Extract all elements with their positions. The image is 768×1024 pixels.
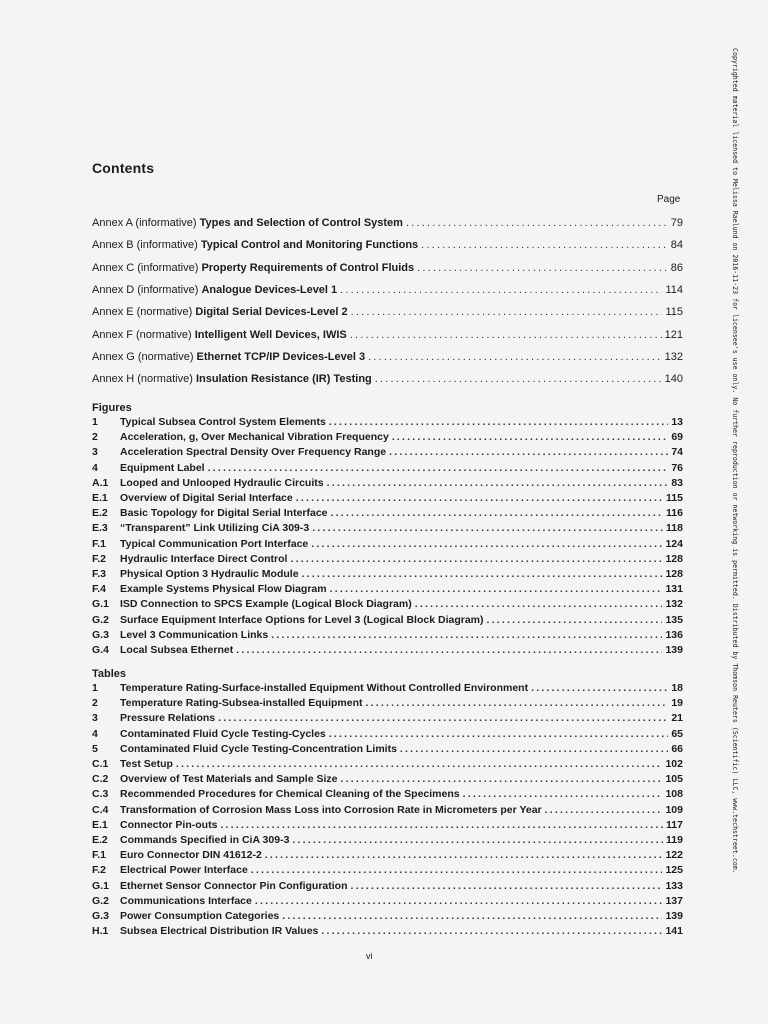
figure-page-number: 128 <box>665 568 683 580</box>
annex-title: Typical Control and Monitoring Functions <box>200 239 419 252</box>
annex-label <box>92 372 372 386</box>
table-number: 5 <box>92 742 98 755</box>
figure-number: G.3 <box>92 628 109 641</box>
table-entry <box>92 849 683 862</box>
page-title: Contents <box>92 160 155 176</box>
annex-title: Property Requirements of Control Fluids <box>201 261 415 274</box>
annex-entry <box>92 261 683 275</box>
dot-leader <box>406 216 668 230</box>
table-number: G.2 <box>92 894 109 907</box>
figure-number: E.3 <box>92 522 108 535</box>
dot-leader <box>251 864 663 877</box>
table-entry <box>92 895 683 908</box>
table-entry <box>92 697 683 710</box>
figure-page-number: 116 <box>666 507 683 520</box>
table-entry <box>92 773 683 786</box>
figure-entry <box>92 644 683 657</box>
table-page-number: 137 <box>665 894 683 907</box>
figure-entry <box>92 538 683 551</box>
dot-leader <box>392 431 669 444</box>
table-title: Contaminated Fluid Cycle Testing-Concentration Limits <box>120 742 397 755</box>
table-title: Ethernet Sensor Connector Pin Configuration <box>120 879 348 892</box>
footer-page-number: vi <box>366 951 373 961</box>
annex-prefix: Annex G (normative) <box>92 350 194 363</box>
figure-page-number: 13 <box>671 416 683 428</box>
table-page-number: 18 <box>671 682 683 694</box>
figure-title: Hydraulic Interface Direct Control <box>120 552 288 565</box>
annex-prefix: Annex E (normative) <box>92 306 193 319</box>
table-page-number: 109 <box>665 803 683 816</box>
dot-leader <box>327 477 669 490</box>
figure-entry <box>92 507 683 520</box>
figure-title: Typical Communication Port Interface <box>120 537 309 550</box>
figure-title: Local Subsea Ethernet <box>120 644 234 656</box>
table-entry <box>92 804 683 817</box>
annex-prefix: Annex H (normative) <box>92 373 193 386</box>
dot-leader <box>265 849 663 862</box>
dot-leader <box>220 819 663 832</box>
figure-entry <box>92 553 683 566</box>
figure-page-number: 136 <box>665 628 683 641</box>
figure-number: G.2 <box>92 613 109 626</box>
table-number: 1 <box>92 682 98 694</box>
annex-entry <box>92 372 683 386</box>
table-page-number: 66 <box>671 742 683 755</box>
table-entry <box>92 758 683 771</box>
annex-label <box>92 238 418 252</box>
figure-number: 2 <box>92 431 98 444</box>
annex-label <box>92 350 365 364</box>
dot-leader <box>531 682 668 695</box>
dot-leader <box>312 522 663 535</box>
dot-leader <box>400 743 668 756</box>
table-number: 4 <box>92 727 98 740</box>
table-number: E.2 <box>92 834 108 846</box>
annex-page-number: 132 <box>664 350 683 363</box>
annex-entry <box>92 305 683 319</box>
table-page-number: 122 <box>665 849 683 862</box>
figure-entry <box>92 477 683 490</box>
figure-title: Acceleration Spectral Density Over Frequency Range <box>120 446 387 459</box>
figure-number: 1 <box>92 416 98 428</box>
figure-entry <box>92 462 683 475</box>
dot-leader <box>176 758 663 771</box>
table-page-number: 108 <box>665 788 683 801</box>
figures-heading: Figures <box>92 402 132 414</box>
dot-leader <box>351 880 663 893</box>
figure-title: Level 3 Communication Links <box>120 628 269 641</box>
table-number: C.2 <box>92 773 109 786</box>
annex-prefix: Annex D (informative) <box>92 283 199 296</box>
annex-entry <box>92 216 683 230</box>
figure-title: Overview of Digital Serial Interface <box>120 492 293 504</box>
table-page-number: 125 <box>665 864 683 877</box>
annex-title: Digital Serial Devices-Level 2 <box>195 306 348 319</box>
annex-page-number: 84 <box>670 239 683 252</box>
table-page-number: 19 <box>671 697 683 710</box>
table-title: Commands Specified in CiA 309-3 <box>120 834 290 846</box>
figure-number: F.4 <box>92 583 107 596</box>
dot-leader <box>351 305 663 319</box>
table-number: F.2 <box>92 864 107 877</box>
table-page-number: 141 <box>665 925 683 938</box>
figure-page-number: 128 <box>665 552 683 565</box>
figure-entry <box>92 431 683 444</box>
table-number: C.1 <box>92 758 109 770</box>
dot-leader <box>487 614 663 627</box>
dot-leader <box>417 261 668 275</box>
table-entry <box>92 728 683 741</box>
figure-title: Looped and Unlooped Hydraulic Circuits <box>120 476 324 489</box>
figure-title: Typical Subsea Control System Elements <box>120 416 326 428</box>
annex-prefix: Annex F (normative) <box>92 328 192 341</box>
table-number: H.1 <box>92 925 109 938</box>
table-title: Subsea Electrical Distribution IR Values <box>120 925 319 938</box>
table-number: C.3 <box>92 788 109 801</box>
figure-page-number: 118 <box>666 522 683 535</box>
annex-label <box>92 261 414 275</box>
figure-number: A.1 <box>92 476 109 489</box>
dot-leader <box>296 492 663 505</box>
figure-entry <box>92 583 683 596</box>
table-number: C.4 <box>92 803 109 816</box>
figure-title: “Transparent” Link Utilizing CiA 309-3 <box>120 522 310 535</box>
table-title: Pressure Relations <box>120 712 216 725</box>
figure-number: 3 <box>92 446 98 459</box>
dot-leader <box>208 462 669 475</box>
table-title: Overview of Test Materials and Sample Size <box>120 773 338 786</box>
figure-page-number: 83 <box>671 476 683 489</box>
figure-title: Physical Option 3 Hydraulic Module <box>120 568 299 580</box>
dot-leader <box>340 773 662 786</box>
table-entry <box>92 910 683 923</box>
dot-leader <box>255 895 663 908</box>
figure-entry <box>92 416 683 429</box>
table-page-number: 133 <box>665 879 683 892</box>
figure-number: G.4 <box>92 644 109 656</box>
figure-title: Example Systems Physical Flow Diagram <box>120 583 327 596</box>
table-entry <box>92 712 683 725</box>
dot-leader <box>302 568 663 581</box>
dot-leader <box>290 553 662 566</box>
figure-number: F.1 <box>92 537 107 550</box>
copyright-watermark: Copyrighted material licensed to Melissa Raelund on 2016-11-23 for licensee's use only. No further reproduction or networking is permitted. Distributed by Thomson Reuters (Scientific) LLC, www.techstreet.com. <box>731 48 739 874</box>
dot-leader <box>271 629 662 642</box>
annex-entry <box>92 350 683 364</box>
annex-entry <box>92 328 683 342</box>
table-title: Euro Connector DIN 41612-2 <box>120 849 262 862</box>
figure-entry <box>92 598 683 611</box>
table-page-number: 65 <box>671 727 683 740</box>
annex-title: Intelligent Well Devices, IWIS <box>194 328 347 341</box>
dot-leader <box>545 804 663 817</box>
annex-page-number: 86 <box>670 261 683 274</box>
table-entry <box>92 880 683 893</box>
figure-page-number: 139 <box>665 644 683 656</box>
table-page-number: 117 <box>666 818 683 831</box>
dot-leader <box>421 238 668 252</box>
table-title: Power Consumption Categories <box>120 910 280 922</box>
annex-title: Analogue Devices-Level 1 <box>201 283 338 296</box>
table-page-number: 21 <box>671 712 683 725</box>
table-title: Contaminated Fluid Cycle Testing-Cycles <box>120 727 326 740</box>
figure-entry <box>92 568 683 581</box>
annex-page-number: 121 <box>664 328 683 341</box>
figure-entry <box>92 629 683 642</box>
figure-number: E.2 <box>92 507 108 520</box>
table-entry <box>92 743 683 756</box>
dot-leader <box>350 328 662 342</box>
annex-page-number: 140 <box>664 373 683 386</box>
table-title: Temperature Rating-Subsea-installed Equipment <box>120 697 363 710</box>
figure-page-number: 131 <box>665 583 683 596</box>
annex-prefix: Annex B (informative) <box>92 239 198 252</box>
dot-leader <box>375 372 662 386</box>
figure-page-number: 76 <box>671 461 683 474</box>
figure-title: Acceleration, g, Over Mechanical Vibration Frequency <box>120 431 389 444</box>
dot-leader <box>329 416 669 429</box>
dot-leader <box>368 350 662 364</box>
dot-leader <box>218 712 668 725</box>
annex-prefix: Annex C (informative) <box>92 261 199 274</box>
annex-title: Types and Selection of Control System <box>199 217 403 229</box>
table-title: Temperature Rating-Surface-installed Equipment Without Controlled Environment <box>120 682 529 694</box>
figure-title: ISD Connection to SPCS Example (Logical Block Diagram) <box>120 598 412 611</box>
figure-entry <box>92 492 683 505</box>
figure-title: Equipment Label <box>120 461 205 474</box>
table-entry <box>92 682 683 695</box>
dot-leader <box>311 538 662 551</box>
figure-entry <box>92 446 683 459</box>
table-number: F.1 <box>92 849 107 862</box>
dot-leader <box>389 446 668 459</box>
annex-page-number: 115 <box>665 306 683 319</box>
table-entry <box>92 819 683 832</box>
figure-page-number: 115 <box>666 492 683 504</box>
figure-page-number: 135 <box>665 613 683 626</box>
annex-label <box>92 305 348 319</box>
annex-label <box>92 216 403 230</box>
table-page-number: 105 <box>665 773 683 786</box>
table-title: Test Setup <box>120 758 173 770</box>
annex-page-number: 114 <box>665 283 683 296</box>
figure-page-number: 74 <box>671 446 683 459</box>
dot-leader <box>331 507 664 520</box>
table-number: 2 <box>92 697 98 710</box>
figure-number: F.3 <box>92 568 107 580</box>
annex-label <box>92 328 347 342</box>
table-title: Transformation of Corrosion Mass Loss into Corrosion Rate in Micrometers per Year <box>120 803 542 816</box>
table-number: E.1 <box>92 818 108 831</box>
table-entry <box>92 788 683 801</box>
figure-page-number: 69 <box>671 431 683 444</box>
dot-leader <box>282 910 662 923</box>
annex-entry <box>92 238 683 252</box>
table-title: Recommended Procedures for Chemical Cleaning of the Specimens <box>120 788 460 801</box>
dot-leader <box>340 283 662 297</box>
annex-title: Insulation Resistance (IR) Testing <box>195 373 372 386</box>
figure-entry <box>92 614 683 627</box>
table-number: G.3 <box>92 910 109 922</box>
dot-leader <box>321 925 662 938</box>
dot-leader <box>236 644 662 657</box>
tables-heading: Tables <box>92 668 127 680</box>
dot-leader <box>463 788 663 801</box>
table-entry <box>92 925 683 938</box>
table-page-number: 119 <box>666 834 683 846</box>
table-title: Communications Interface <box>120 894 252 907</box>
table-number: G.1 <box>92 879 109 892</box>
figure-number: 4 <box>92 461 98 474</box>
table-title: Connector Pin-outs <box>120 818 218 831</box>
table-title: Electrical Power Interface <box>120 864 248 877</box>
figure-number: E.1 <box>92 492 108 504</box>
figure-title: Basic Topology for Digital Serial Interface <box>120 507 328 520</box>
annex-page-number: 79 <box>670 217 683 229</box>
figure-number: F.2 <box>92 552 107 565</box>
table-page-number: 139 <box>665 910 683 922</box>
page-column-label: Page <box>657 194 681 205</box>
dot-leader <box>330 583 663 596</box>
figure-page-number: 124 <box>665 537 683 550</box>
table-page-number: 102 <box>665 758 683 770</box>
figure-entry <box>92 522 683 535</box>
dot-leader <box>292 834 663 847</box>
annex-prefix: Annex A (informative) <box>92 217 197 229</box>
dot-leader <box>329 728 669 741</box>
figure-title: Surface Equipment Interface Options for Level 3 (Logical Block Diagram) <box>120 613 484 626</box>
annex-label <box>92 283 337 297</box>
table-entry <box>92 864 683 877</box>
table-entry <box>92 834 683 847</box>
annex-title: Ethernet TCP/IP Devices-Level 3 <box>196 350 366 363</box>
dot-leader <box>415 598 663 611</box>
figure-page-number: 132 <box>665 598 683 611</box>
dot-leader <box>366 697 669 710</box>
table-number: 3 <box>92 712 98 725</box>
annex-entry <box>92 283 683 297</box>
figure-number: G.1 <box>92 598 109 611</box>
